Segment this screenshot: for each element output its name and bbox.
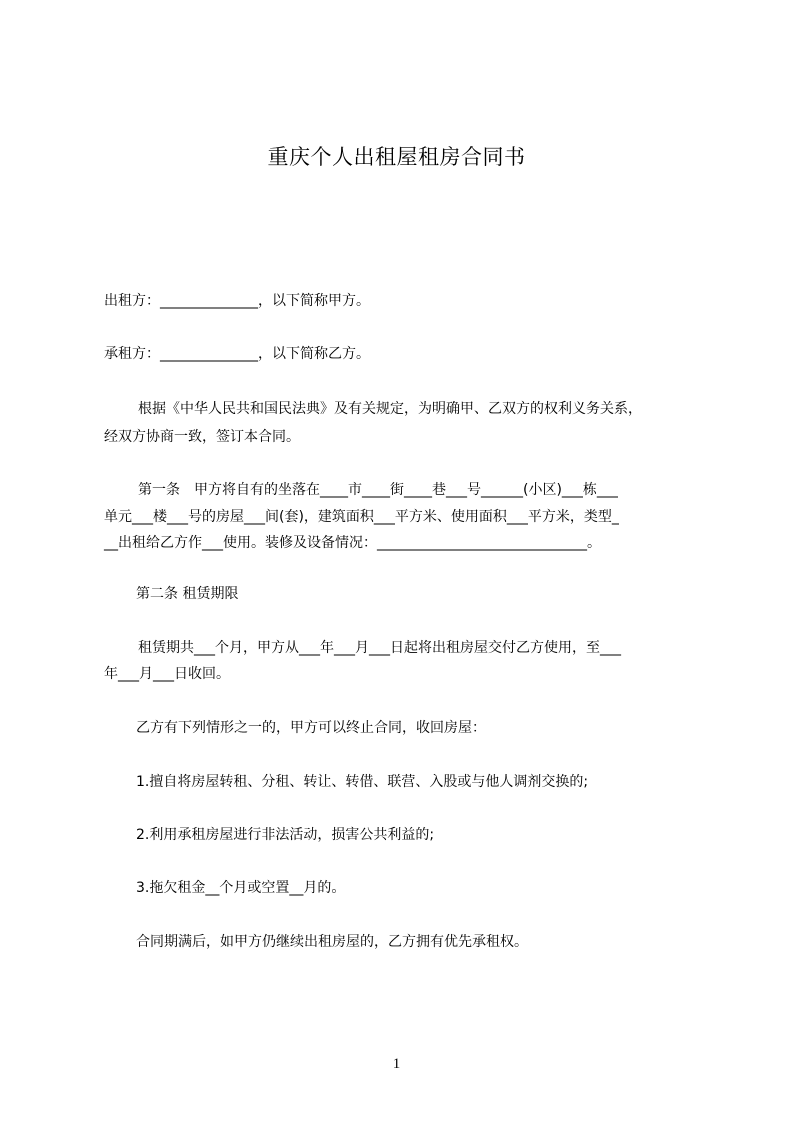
priority-clause: 合同期满后，如甲方仍继续出租房屋的，乙方拥有优先承租权。	[136, 934, 528, 950]
lease-term-line-2: 年___月___日收回。	[104, 666, 230, 682]
basis-paragraph-line-2: 经双方协商一致，签订本合同。	[104, 429, 300, 445]
article1-line-2: 单元___楼___号的房屋___间(套)，建筑面积___平方米、使用面积___平方米，类型_	[104, 509, 619, 525]
lease-term-line-1: 租赁期共___个月，甲方从___年___月___日起将出租房屋交付乙方使用，至___	[138, 640, 621, 656]
lessor-line: 出租方：______________，以下简称甲方。	[104, 293, 370, 309]
article2-heading: 第二条 租赁期限	[136, 586, 239, 602]
article1-line-1: 第一条 甲方将自有的坐落在____市____街____巷___号______(小区)___栋___	[138, 482, 618, 498]
article1-line-3: __出租给乙方作___使用。装修及设备情况：______________________________。	[104, 535, 601, 551]
termination-intro: 乙方有下列情形之一的，甲方可以终止合同，收回房屋：	[136, 720, 486, 736]
basis-paragraph-line-1: 根据《中华人民共和国民法典》及有关规定，为明确甲、乙双方的权利义务关系，	[138, 401, 642, 417]
lessee-line: 承租方：______________，以下简称乙方。	[104, 346, 370, 362]
termination-item-2: 2.利用承租房屋进行非法活动，损害公共利益的;	[136, 827, 435, 843]
termination-item-3: 3.拖欠租金__个月或空置__月的。	[136, 880, 346, 896]
termination-item-1: 1.擅自将房屋转租、分租、转让、转借、联营、入股或与他人调剂交换的;	[136, 774, 589, 790]
page-number: 1	[392, 1056, 401, 1072]
document-title: 重庆个人出租屋租房合同书	[267, 145, 526, 169]
